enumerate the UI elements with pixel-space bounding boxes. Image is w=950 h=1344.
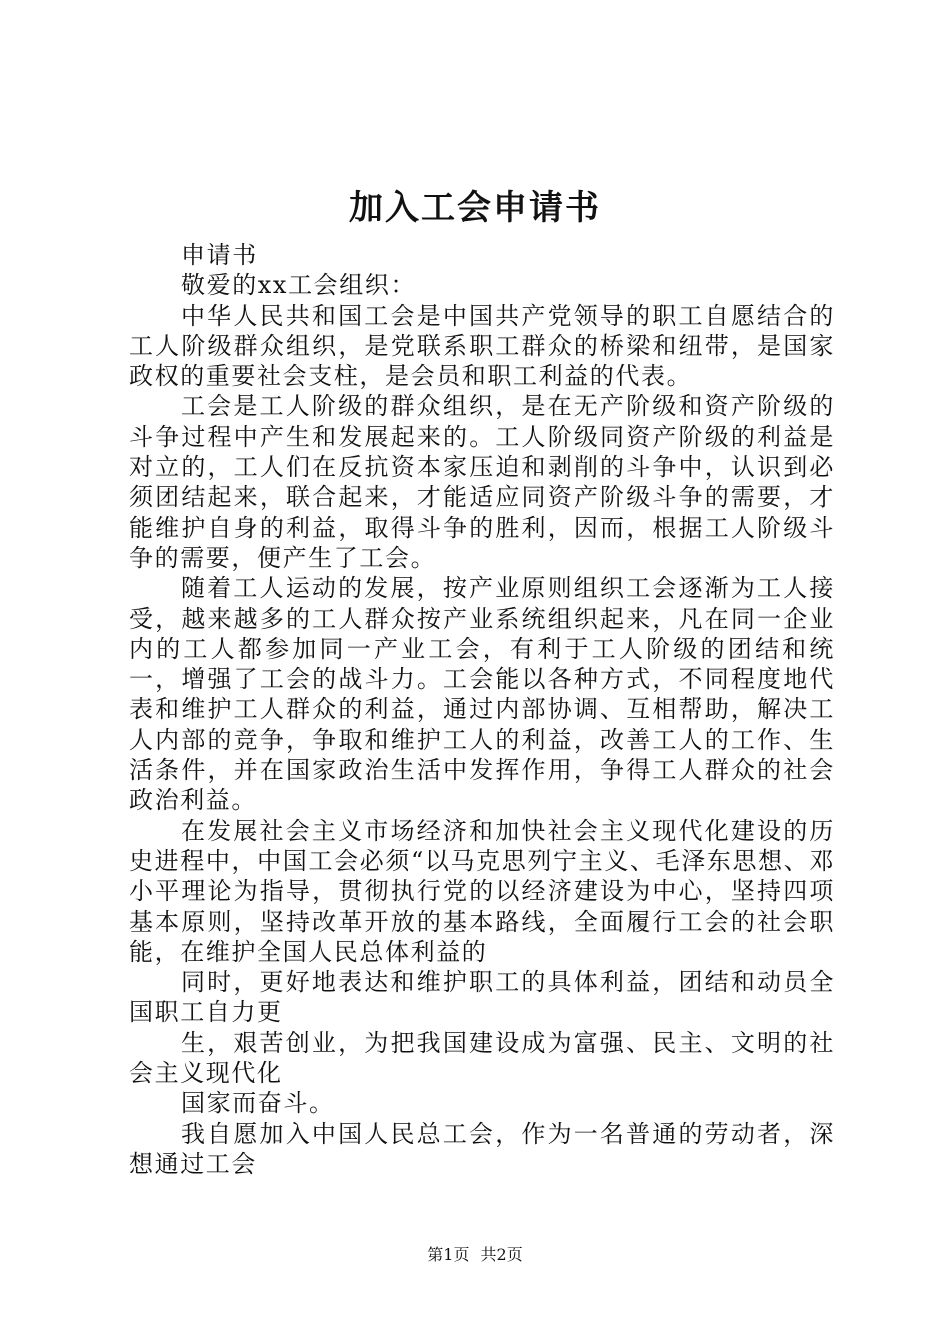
page-number-current: 第1页 xyxy=(427,1245,470,1264)
paragraph-heading: 申请书 xyxy=(181,241,258,269)
paragraph: 随着工人运动的发展，按产业原则组织工会逐渐为工人接受，越来越多的工人群众按产业系统组织起来，凡在同一企业内的工人都参加同一产业工会，有利于工人阶级的团结和统一，增强了工会的战斗力。工会能以各种方式，不同程度地代表和维护工人群众的利益，通过内部协调、互相帮助，解决工人内部的竞争，争取和维护工人的利益，改善工人的工作、生活条件，并在国家政治生活中发挥作用，争得工人群众的社会政治利益。 xyxy=(129,574,835,815)
page-number-total: 共2页 xyxy=(480,1245,523,1264)
document-body xyxy=(129,240,835,1179)
paragraph: 我自愿加入中国人民总工会，作为一名普通的劳动者，深想通过工会 xyxy=(129,1119,835,1178)
paragraph: 生，艰苦创业，为把我国建设成为富强、民主、文明的社会主义现代化 xyxy=(129,1028,835,1088)
paragraph: 工会是工人阶级的群众组织，是在无产阶级和资产阶级的斗争过程中产生和发展起来的。工人阶级同资产阶级的利益是对立的，工人们在反抗资本家压迫和剥削的斗争中，认识到必须团结起来，联合起来，才能适应同资产阶级斗争的需要，才能维护自身的利益，取得斗争的胜利，因而，根据工人阶级斗争的需要，便产生了工会。 xyxy=(129,392,835,572)
paragraph: 国家而奋斗。 xyxy=(181,1089,335,1118)
paragraph: 在发展社会主义市场经济和加快社会主义现代化建设的历史进程中，中国工会必须“以马克思列宁主义、毛泽东思想、邓小平理论为指导，贯彻执行党的以经济建设为中心，坚持四项基本原则，坚持改革开放的基本路线，全面履行工会的社会职能，在维护全国人民总体利益的 xyxy=(129,816,835,966)
paragraph: 同时，更好地表达和维护职工的具体利益，团结和动员全国职工自力更 xyxy=(129,968,835,1027)
document-title: 加入工会申请书 xyxy=(349,188,601,228)
page-footer xyxy=(0,1244,950,1266)
paragraph: 中华人民共和国工会是中国共产党领导的职工自愿结合的工人阶级群众组织，是党联系职工群众的桥梁和纽带，是国家政权的重要社会支柱，是会员和职工利益的代表。 xyxy=(129,301,835,391)
paragraph-salutation: 敬爱的xx工会组织： xyxy=(181,271,417,300)
